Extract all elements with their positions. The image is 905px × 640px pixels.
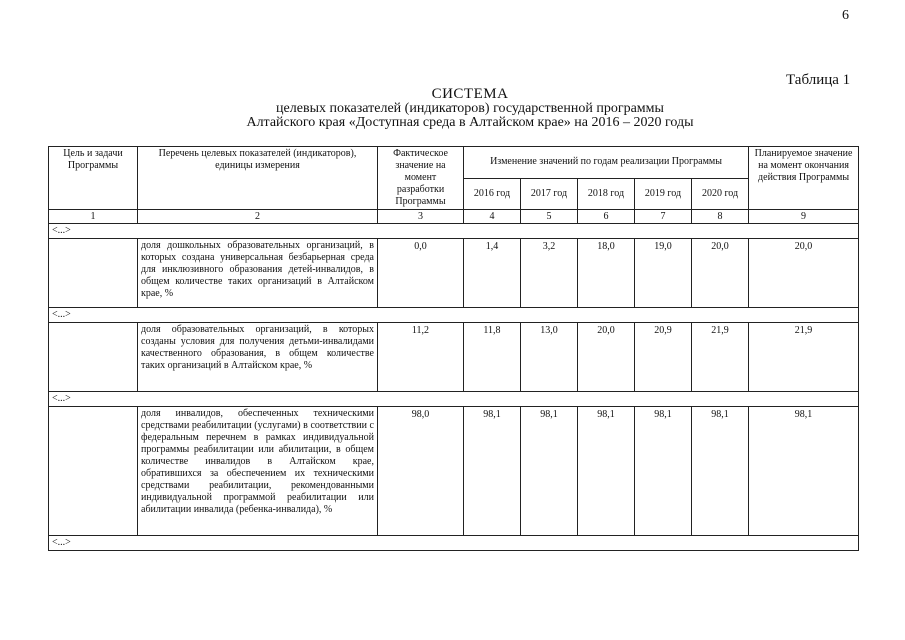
- value-actual: 0,0: [378, 239, 464, 308]
- value-2016: 11,8: [464, 323, 521, 392]
- value-actual: 11,2: [378, 323, 464, 392]
- indicator-description: доля дошкольных образовательных организаций, в которых создана универсальная безбарьерная среда для инклюзивного образования детей-инвалидов, в общем количестве таких организаций в Алтайском крае, %: [138, 239, 378, 308]
- header-year-2016: 2016 год: [464, 178, 521, 210]
- indicator-description: доля инвалидов, обеспеченных техническими средствами реабилитации (услугами) в соответствии с федеральным перечнем в рамках индивидуальной программы реабилитации или абилитации, в общем количестве инвалидов в Алтайском крае, обратившихся за обеспечением их техническими средствами реабилитации, рекомендованными индивидуальной программой реабилитации или абилитации инвалида (ребенка-инвалида), %: [138, 407, 378, 536]
- goal-cell: [49, 239, 138, 308]
- omitted-marker: <...>: [49, 392, 859, 407]
- omitted-marker: <...>: [49, 536, 859, 551]
- indicators-table: [48, 146, 859, 551]
- ellipsis-row: [49, 224, 859, 239]
- value-2020: 20,0: [692, 239, 749, 308]
- col-number: 1: [49, 210, 138, 224]
- column-numbers-row: [49, 210, 859, 224]
- goal-cell: [49, 323, 138, 392]
- value-2020: 21,9: [692, 323, 749, 392]
- value-2019: 19,0: [635, 239, 692, 308]
- table-label: Таблица 1: [786, 72, 851, 88]
- table-row: [49, 407, 859, 536]
- col-number: 8: [692, 210, 749, 224]
- header-year-2019: 2019 год: [635, 178, 692, 210]
- value-2017: 13,0: [521, 323, 578, 392]
- value-2018: 20,0: [578, 323, 635, 392]
- value-2018: 18,0: [578, 239, 635, 308]
- header-change: Изменение значений по годам реализации Программы: [464, 147, 749, 179]
- title-line-1: СИСТЕМА: [431, 86, 509, 102]
- header-actual: Фактическое значение на момент разработки Программы: [378, 147, 464, 210]
- header-year-2017: 2017 год: [521, 178, 578, 210]
- header-indicators: Перечень целевых показателей (индикаторов), единицы измерения: [138, 147, 378, 210]
- title-line-2: целевых показателей (индикаторов) государственной программы: [276, 101, 664, 116]
- col-number: 2: [138, 210, 378, 224]
- col-number: 3: [378, 210, 464, 224]
- value-2017: 3,2: [521, 239, 578, 308]
- col-number: 5: [521, 210, 578, 224]
- value-2018: 98,1: [578, 407, 635, 536]
- value-planned: 20,0: [749, 239, 859, 308]
- title-line-3: Алтайского края «Доступная среда в Алтайском крае» на 2016 – 2020 годы: [246, 115, 694, 130]
- value-2019: 20,9: [635, 323, 692, 392]
- indicator-description: доля образовательных организаций, в которых созданы условия для получения детьми-инвалидами качественного образования, в общем количестве таких организаций в Алтайском крае, %: [138, 323, 378, 392]
- value-2020: 98,1: [692, 407, 749, 536]
- table-row: [49, 323, 859, 392]
- page-number: 6: [842, 8, 849, 23]
- value-2016: 98,1: [464, 407, 521, 536]
- goal-cell: [49, 407, 138, 536]
- header-year-2020: 2020 год: [692, 178, 749, 210]
- value-2019: 98,1: [635, 407, 692, 536]
- omitted-marker: <...>: [49, 224, 859, 239]
- omitted-marker: <...>: [49, 308, 859, 323]
- header-year-2018: 2018 год: [578, 178, 635, 210]
- ellipsis-row: [49, 536, 859, 551]
- col-number: 6: [578, 210, 635, 224]
- table-row: [49, 239, 859, 308]
- ellipsis-row: [49, 392, 859, 407]
- value-2016: 1,4: [464, 239, 521, 308]
- ellipsis-row: [49, 308, 859, 323]
- value-planned: 21,9: [749, 323, 859, 392]
- header-row: [49, 147, 859, 179]
- header-planned: Планируемое значение на момент окончания действия Программы: [749, 147, 859, 210]
- header-goals: Цель и задачи Программы: [49, 147, 138, 210]
- col-number: 9: [749, 210, 859, 224]
- value-actual: 98,0: [378, 407, 464, 536]
- col-number: 7: [635, 210, 692, 224]
- value-2017: 98,1: [521, 407, 578, 536]
- col-number: 4: [464, 210, 521, 224]
- document-title: [180, 87, 760, 130]
- value-planned: 98,1: [749, 407, 859, 536]
